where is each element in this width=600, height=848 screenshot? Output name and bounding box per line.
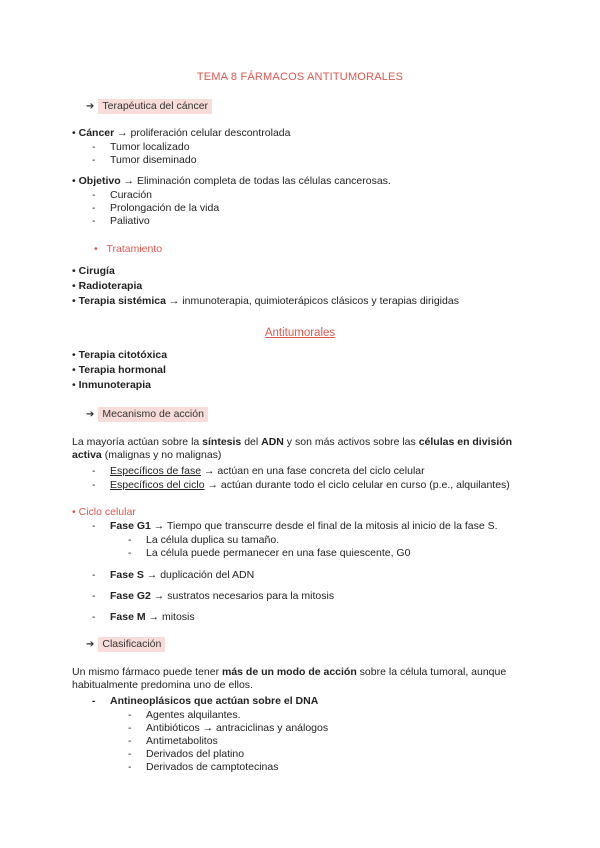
list-item: • Cirugía: [72, 265, 115, 277]
list-item: • Inmunoterapia: [72, 379, 151, 391]
list-item: - Fase M → mitosis: [92, 611, 195, 623]
section-heading-label: Mecanismo de acción: [98, 407, 208, 422]
list-item: - Fase G2 → sustratos necesarios para la mitosis: [92, 590, 335, 602]
text: Eliminación completa de todas las células cancerosas.: [134, 175, 391, 187]
term: Cáncer: [78, 127, 115, 139]
arrow-right-icon: ➔: [86, 639, 95, 650]
arrow-icon: →: [117, 127, 128, 139]
arrow-icon: →: [123, 175, 135, 187]
list-item: - Antibióticos → antraciclinas y análogos: [128, 722, 329, 734]
term: Objetivo: [78, 175, 121, 187]
list-item: - Antimetabolitos: [128, 735, 218, 747]
list-item: • Terapia citotóxica: [72, 349, 168, 361]
objetivo-line: [72, 175, 391, 188]
text: proliferación celular descontrolada: [127, 127, 291, 139]
section-heading-terapeutica: [86, 100, 212, 113]
list-item: - Derivados del platino: [128, 748, 245, 760]
section-heading-mecanismo: [86, 408, 208, 421]
antitumorales-heading: Antitumorales: [264, 327, 336, 339]
page-title: TEMA 8 FÁRMACOS ANTITUMORALES: [196, 71, 404, 83]
section-heading-clasificacion: [86, 638, 165, 651]
cancer-line: [72, 127, 290, 140]
list-item: - La célula duplica su tamaño.: [128, 534, 280, 546]
list-item: - Prolongación de la vida: [92, 202, 220, 214]
list-item: - Específicos del ciclo → actúan durante todo el ciclo celular en curso (p.e., alquilantes): [92, 479, 510, 491]
bullet-icon: •: [94, 243, 98, 255]
list-item: • Terapia sistémica → inmunoterapia, quimioterápicos clásicos y terapias dirigidas: [72, 295, 459, 307]
list-item: - Tumor localizado: [92, 141, 190, 153]
tratamiento-heading: [94, 243, 162, 256]
bullet-icon: •: [72, 175, 76, 187]
arrow-right-icon: ➔: [86, 409, 95, 420]
list-item: - Curación: [92, 189, 153, 201]
bullet-icon: •: [72, 127, 76, 139]
clasificacion-paragraph: Un mismo fármaco puede tener más de un modo de acción sobre la célula tumoral, aunque habitualmente predomina uno de ellos.: [72, 666, 507, 691]
mecanismo-paragraph: La mayoría actúan sobre la síntesis del ADN y son más activos sobre las células en división activa (malignas y no malignas): [72, 436, 513, 461]
section-heading-label: Clasificación: [98, 637, 165, 652]
group-heading: - Antineoplásicos que actúan sobre el DNA: [92, 695, 319, 707]
list-item: - Agentes alquilantes.: [128, 709, 241, 721]
list-item: - Paliativo: [92, 215, 150, 227]
subheading-label: Tratamiento: [106, 243, 163, 255]
list-item: - Derivados de camptotecinas: [128, 761, 279, 773]
list-item: • Radioterapia: [72, 280, 143, 292]
arrow-right-icon: ➔: [86, 101, 95, 112]
list-item: - Tumor diseminado: [92, 154, 197, 166]
list-item: - Fase S → duplicación del ADN: [92, 569, 255, 581]
list-item: - Fase G1 → Tiempo que transcurre desde el final de la mitosis al inicio de la fase S.: [92, 520, 498, 532]
list-item: - La célula puede permanecer en una fase quiescente, G0: [128, 547, 411, 559]
list-item: - Específicos de fase → actúan en una fase concreta del ciclo celular: [92, 465, 425, 477]
list-item: • Terapia hormonal: [72, 364, 166, 376]
ciclo-heading: • Ciclo celular: [72, 506, 136, 518]
section-heading-label: Terapéutica del cáncer: [98, 99, 212, 114]
